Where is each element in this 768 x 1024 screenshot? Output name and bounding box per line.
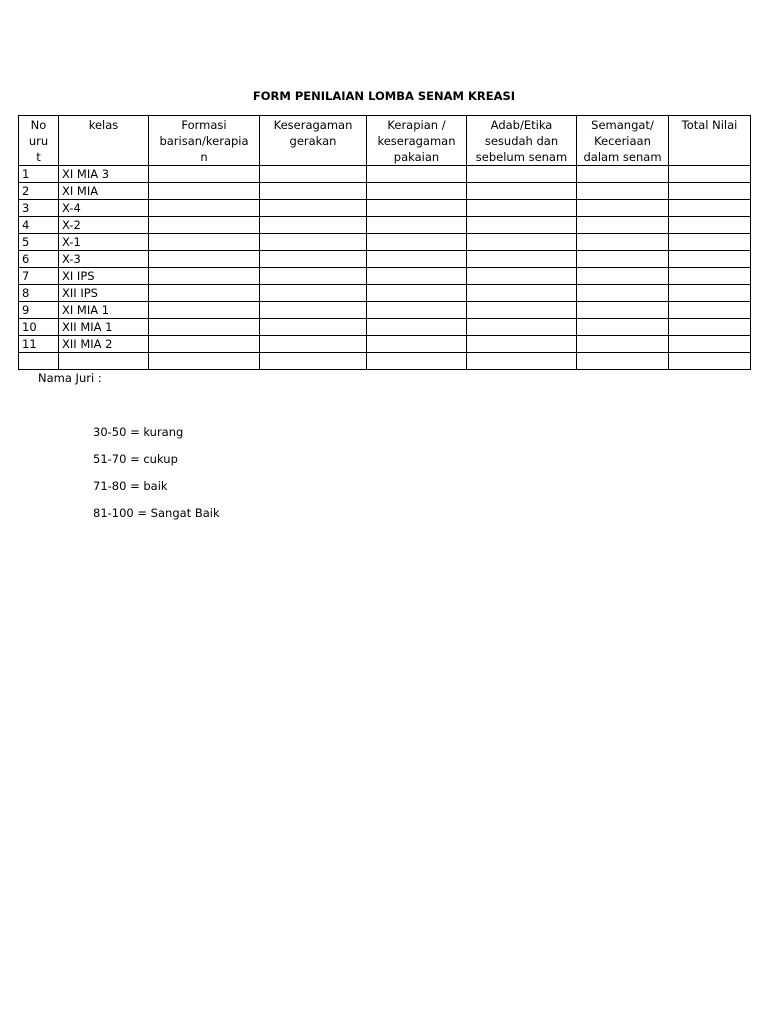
score-cell xyxy=(467,353,577,370)
row-number: 7 xyxy=(19,268,59,285)
column-header-no: No uru t xyxy=(19,116,59,166)
score-cell xyxy=(149,285,260,302)
score-cell xyxy=(260,183,367,200)
column-header-semangat: Semangat/ Keceriaan dalam senam xyxy=(577,116,669,166)
score-cell xyxy=(149,183,260,200)
column-header-formasi: Formasi barisan/kerapia n xyxy=(149,116,260,166)
score-cell xyxy=(367,268,467,285)
table-row xyxy=(19,251,751,268)
score-cell xyxy=(367,336,467,353)
row-number: 8 xyxy=(19,285,59,302)
row-number: 9 xyxy=(19,302,59,319)
column-header-adab: Adab/Etika sesudah dan sebelum senam xyxy=(467,116,577,166)
table-row xyxy=(19,166,751,183)
class-name xyxy=(59,353,149,370)
score-cell xyxy=(149,268,260,285)
row-number: 6 xyxy=(19,251,59,268)
row-number: 10 xyxy=(19,319,59,336)
score-cell xyxy=(367,200,467,217)
score-cell xyxy=(577,319,669,336)
score-cell xyxy=(260,166,367,183)
score-cell xyxy=(577,251,669,268)
score-cell xyxy=(260,268,367,285)
class-name: XI MIA xyxy=(59,183,149,200)
class-name: XI MIA 3 xyxy=(59,166,149,183)
score-cell xyxy=(149,353,260,370)
document-title: FORM PENILAIAN LOMBA SENAM KREASI xyxy=(252,89,516,103)
row-number: 11 xyxy=(19,336,59,353)
class-name: X-4 xyxy=(59,200,149,217)
score-cell xyxy=(367,183,467,200)
judge-name-label: Nama Juri : xyxy=(38,371,102,385)
score-cell xyxy=(149,319,260,336)
score-cell xyxy=(260,319,367,336)
score-cell xyxy=(260,302,367,319)
score-cell xyxy=(149,166,260,183)
score-cell xyxy=(577,234,669,251)
score-cell xyxy=(367,319,467,336)
table-row xyxy=(19,353,751,370)
score-cell xyxy=(149,200,260,217)
class-name: X-1 xyxy=(59,234,149,251)
row-number: 2 xyxy=(19,183,59,200)
score-cell xyxy=(149,336,260,353)
row-number: 3 xyxy=(19,200,59,217)
row-number xyxy=(19,353,59,370)
score-cell xyxy=(260,217,367,234)
score-cell xyxy=(577,183,669,200)
score-cell xyxy=(367,166,467,183)
row-number: 4 xyxy=(19,217,59,234)
score-cell xyxy=(467,285,577,302)
class-name: XI IPS xyxy=(59,268,149,285)
class-name: X-3 xyxy=(59,251,149,268)
table-row xyxy=(19,319,751,336)
total-cell xyxy=(669,302,751,319)
score-cell xyxy=(260,234,367,251)
score-cell xyxy=(149,234,260,251)
score-cell xyxy=(467,319,577,336)
total-cell xyxy=(669,353,751,370)
total-cell xyxy=(669,166,751,183)
score-cell xyxy=(577,166,669,183)
score-cell xyxy=(577,268,669,285)
score-cell xyxy=(367,353,467,370)
table-row xyxy=(19,200,751,217)
score-cell xyxy=(577,353,669,370)
column-header-kerapian: Kerapian / keseragaman pakaian xyxy=(367,116,467,166)
score-legend-item: 71-80 = baik xyxy=(93,479,168,493)
score-cell xyxy=(367,285,467,302)
row-number: 1 xyxy=(19,166,59,183)
score-cell xyxy=(467,234,577,251)
total-cell xyxy=(669,251,751,268)
score-cell xyxy=(467,183,577,200)
score-cell xyxy=(367,302,467,319)
score-cell xyxy=(367,251,467,268)
score-legend-item: 81-100 = Sangat Baik xyxy=(93,506,220,520)
total-cell xyxy=(669,336,751,353)
column-header-kelas: kelas xyxy=(59,116,149,166)
score-cell xyxy=(367,234,467,251)
score-cell xyxy=(467,302,577,319)
class-name: XII MIA 2 xyxy=(59,336,149,353)
total-cell xyxy=(669,268,751,285)
score-cell xyxy=(260,251,367,268)
table-row xyxy=(19,217,751,234)
score-legend-item: 30-50 = kurang xyxy=(93,425,184,439)
total-cell xyxy=(669,234,751,251)
score-cell xyxy=(467,251,577,268)
score-cell xyxy=(260,336,367,353)
table-row xyxy=(19,268,751,285)
score-cell xyxy=(149,251,260,268)
score-cell xyxy=(260,285,367,302)
score-table xyxy=(18,115,751,370)
column-header-keseragaman: Keseragaman gerakan xyxy=(260,116,367,166)
total-cell xyxy=(669,217,751,234)
table-row xyxy=(19,234,751,251)
score-cell xyxy=(577,336,669,353)
score-cell xyxy=(577,200,669,217)
score-cell xyxy=(149,217,260,234)
score-cell xyxy=(467,200,577,217)
score-cell xyxy=(577,302,669,319)
score-cell xyxy=(467,166,577,183)
table-row xyxy=(19,336,751,353)
total-cell xyxy=(669,319,751,336)
score-cell xyxy=(367,217,467,234)
total-cell xyxy=(669,200,751,217)
score-cell xyxy=(149,302,260,319)
score-cell xyxy=(577,285,669,302)
class-name: XII MIA 1 xyxy=(59,319,149,336)
score-cell xyxy=(467,268,577,285)
table-header-row xyxy=(19,116,751,166)
class-name: XII IPS xyxy=(59,285,149,302)
table-row xyxy=(19,302,751,319)
row-number: 5 xyxy=(19,234,59,251)
score-cell xyxy=(260,200,367,217)
column-header-total: Total Nilai xyxy=(669,116,751,166)
table-row xyxy=(19,285,751,302)
class-name: XI MIA 1 xyxy=(59,302,149,319)
table-row xyxy=(19,183,751,200)
score-legend-item: 51-70 = cukup xyxy=(93,452,178,466)
total-cell xyxy=(669,183,751,200)
score-cell xyxy=(467,336,577,353)
score-cell xyxy=(260,353,367,370)
total-cell xyxy=(669,285,751,302)
class-name: X-2 xyxy=(59,217,149,234)
score-cell xyxy=(577,217,669,234)
score-cell xyxy=(467,217,577,234)
